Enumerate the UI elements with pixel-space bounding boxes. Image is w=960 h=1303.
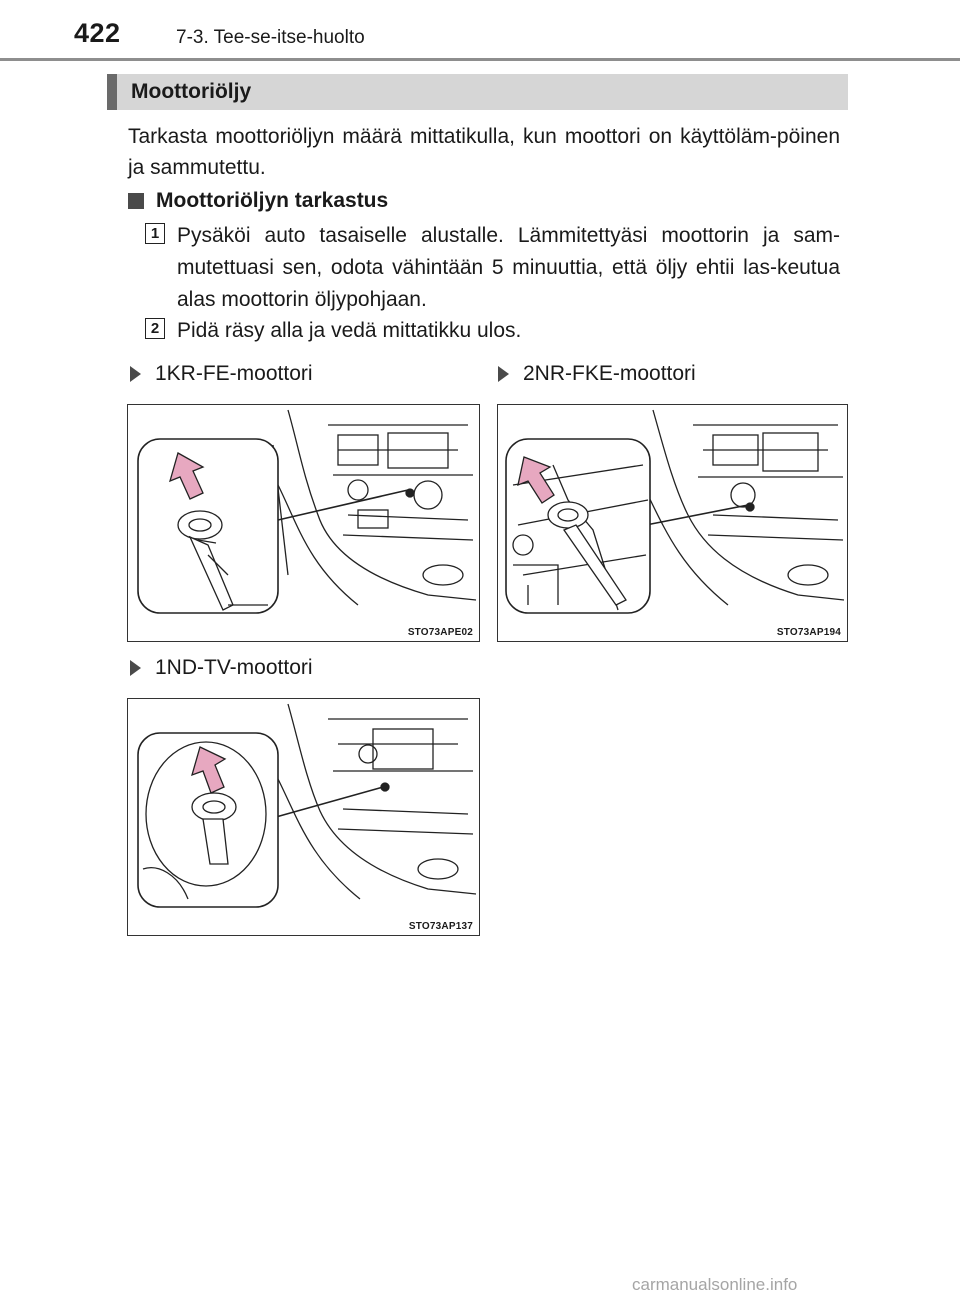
figure-code: STO73AP137: [408, 921, 473, 932]
figure-1kr-fe: [127, 404, 480, 642]
intro-paragraph: Tarkasta moottoriöljyn määrä mittatikulla, kun moottori on käyttöläm-pöinen ja sammutettu.: [128, 125, 840, 179]
variant-label-1kr: [130, 362, 313, 386]
sub-heading-text: Moottoriöljyn tarkastus: [156, 189, 389, 212]
variant-label-text: 1KR-FE-moottori: [155, 362, 313, 385]
section-heading-band: [107, 74, 848, 110]
step-1-text: Pysäköi auto tasaiselle alustalle. Lämmitettyäsi moottorin ja sam-mutettuasi sen, odota vähintään 5 minuuttia, että öljy ehtii las-keutua alas moottorin öljypohjaan.: [177, 224, 840, 311]
figure-2nr-fke: [497, 404, 848, 642]
triangle-bullet-icon: [130, 366, 141, 382]
step-1-badge: 1: [145, 223, 165, 244]
footer-watermark: carmanualsonline.info: [632, 1275, 798, 1294]
section-title: 7-3. Tee-se-itse-huolto: [176, 27, 365, 48]
section-heading: Moottoriöljy: [131, 80, 252, 103]
step-2-text: Pidä räsy alla ja vedä mittatikku ulos.: [177, 319, 522, 342]
page-number: 422: [74, 18, 121, 48]
square-bullet-icon: [128, 193, 144, 209]
figure-code: STO73APE02: [407, 627, 473, 638]
header-rule: [0, 58, 960, 61]
engine-illustration-2nr: [498, 405, 846, 640]
variant-label-text: 2NR-FKE-moottori: [523, 362, 696, 385]
variant-label-1nd: [130, 656, 313, 680]
figure-code: STO73AP194: [776, 627, 841, 638]
step-2-badge: 2: [145, 318, 165, 339]
triangle-bullet-icon: [130, 660, 141, 676]
engine-illustration-1kr: [128, 405, 478, 640]
engine-illustration-1nd: [128, 699, 478, 934]
sub-heading: [128, 189, 388, 213]
figure-1nd-tv: [127, 698, 480, 936]
variant-label-text: 1ND-TV-moottori: [155, 656, 313, 679]
triangle-bullet-icon: [498, 366, 509, 382]
variant-label-2nr: [498, 362, 696, 386]
